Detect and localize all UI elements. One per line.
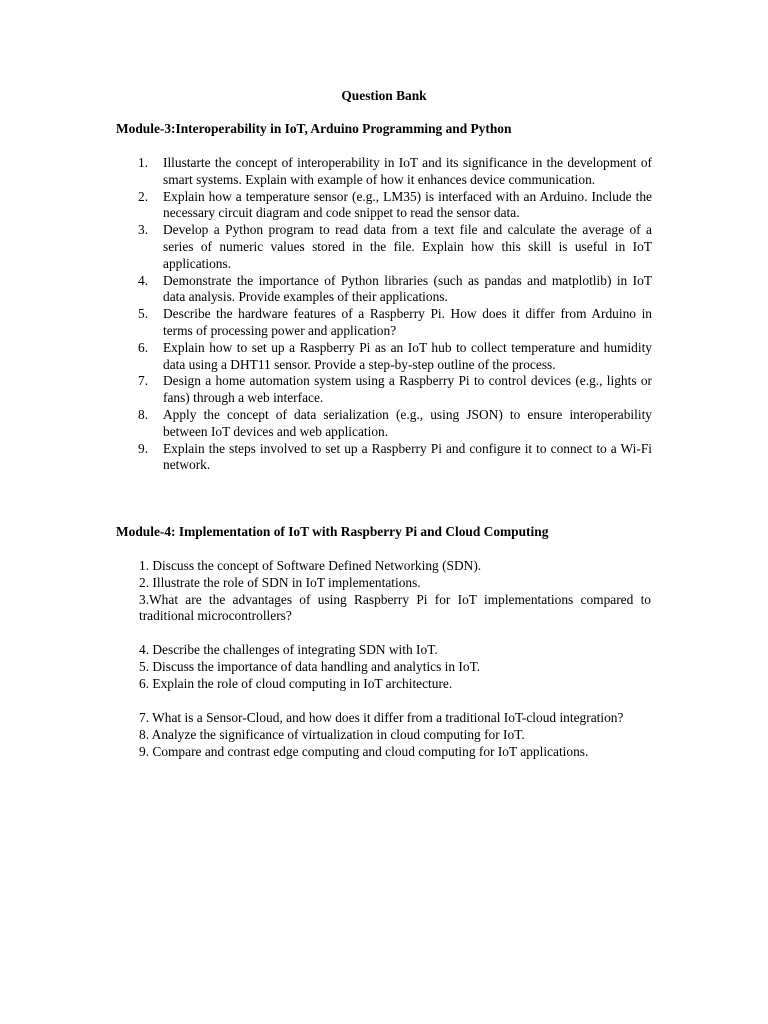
module-4-question-1: 1. Discuss the concept of Software Defined Networking (SDN). <box>139 558 482 573</box>
module-3-question-7 <box>116 373 652 407</box>
module-3-question-1 <box>116 155 652 189</box>
question-text: Illustarte the concept of interoperability in IoT and its significance in the development of smart systems. Explain with example of how it enhances device communication. <box>163 155 652 187</box>
question-number: 7. <box>138 373 149 389</box>
module-4-question-4: 4. Describe the challenges of integrating SDN with IoT. <box>139 642 438 657</box>
module-4-heading: Module-4: Implementation of IoT with Raspberry Pi and Cloud Computing <box>116 524 549 539</box>
question-text: Explain the steps involved to set up a Raspberry Pi and configure it to connect to a Wi-Fi network. <box>163 440 652 473</box>
module-3-question-6 <box>116 340 652 374</box>
question-text: Apply the concept of data serialization (e.g., using JSON) to ensure interoperability between IoT devices and web application. <box>163 406 652 439</box>
question-text: Explain how to set up a Raspberry Pi as an IoT hub to collect temperature and humidity data using a DHT11 sensor. Provide a step-by-step outline of the process. <box>163 339 652 372</box>
question-number: 8. <box>138 406 149 422</box>
module-3-question-5 <box>116 306 652 340</box>
question-number: 2. <box>138 188 149 204</box>
module-4-question-9: 9. Compare and contrast edge computing and cloud computing for IoT applications. <box>139 743 589 759</box>
module-4-question-2: 2. Illustrate the role of SDN in IoT implementations. <box>139 574 421 590</box>
module-3-question-9 <box>116 441 652 475</box>
module-4-question-group-3 <box>139 710 651 760</box>
question-number: 1. <box>138 155 149 170</box>
question-number: 9. <box>138 440 149 456</box>
question-text: Design a home automation system using a Raspberry Pi to control devices (e.g., lights or fans) through a web interface. <box>163 373 652 406</box>
question-text: Describe the hardware features of a Raspberry Pi. How does it differ from Arduino in terms of processing power and application? <box>163 306 652 338</box>
module-4-question-6: 6. Explain the role of cloud computing in IoT architecture. <box>139 675 453 691</box>
module-3-question-4 <box>116 273 652 307</box>
module-3-heading: Module-3:Interoperability in IoT, Arduino Programming and Python <box>116 121 512 136</box>
module-3-question-list <box>116 155 652 474</box>
module-3-question-2 <box>116 189 652 223</box>
module-4-question-7: 7. What is a Sensor-Cloud, and how does it differ from a traditional IoT-cloud integration? <box>139 710 624 725</box>
module-3-question-3 <box>116 222 652 272</box>
module-4-question-3: 3.What are the advantages of using Raspberry Pi for IoT implementations compared to traditional microcontrollers? <box>139 591 651 624</box>
question-number: 3. <box>138 222 149 238</box>
module-4-question-group-1 <box>139 558 651 625</box>
module-4-question-8: 8. Analyze the significance of virtualization in cloud computing for IoT. <box>139 726 525 742</box>
module-4-question-5: 5. Discuss the importance of data handling and analytics in IoT. <box>139 658 481 674</box>
question-text: Develop a Python program to read data from a text file and calculate the average of a series of numeric values stored in the file. Explain how this skill is useful in IoT applications. <box>163 222 652 271</box>
module-3-question-8 <box>116 407 652 441</box>
module-4-question-group-2 <box>139 642 651 692</box>
question-text: Explain how a temperature sensor (e.g., LM35) is interfaced with an Arduino. Include the necessary circuit diagram and code snippet to read the sensor data. <box>163 188 652 221</box>
question-number: 5. <box>138 306 149 322</box>
question-number: 4. <box>138 272 149 288</box>
page-title: Question Bank <box>341 88 427 103</box>
question-number: 6. <box>138 339 149 355</box>
question-text: Demonstrate the importance of Python libraries (such as pandas and matplotlib) in IoT data analysis. Provide examples of their applications. <box>163 272 652 305</box>
